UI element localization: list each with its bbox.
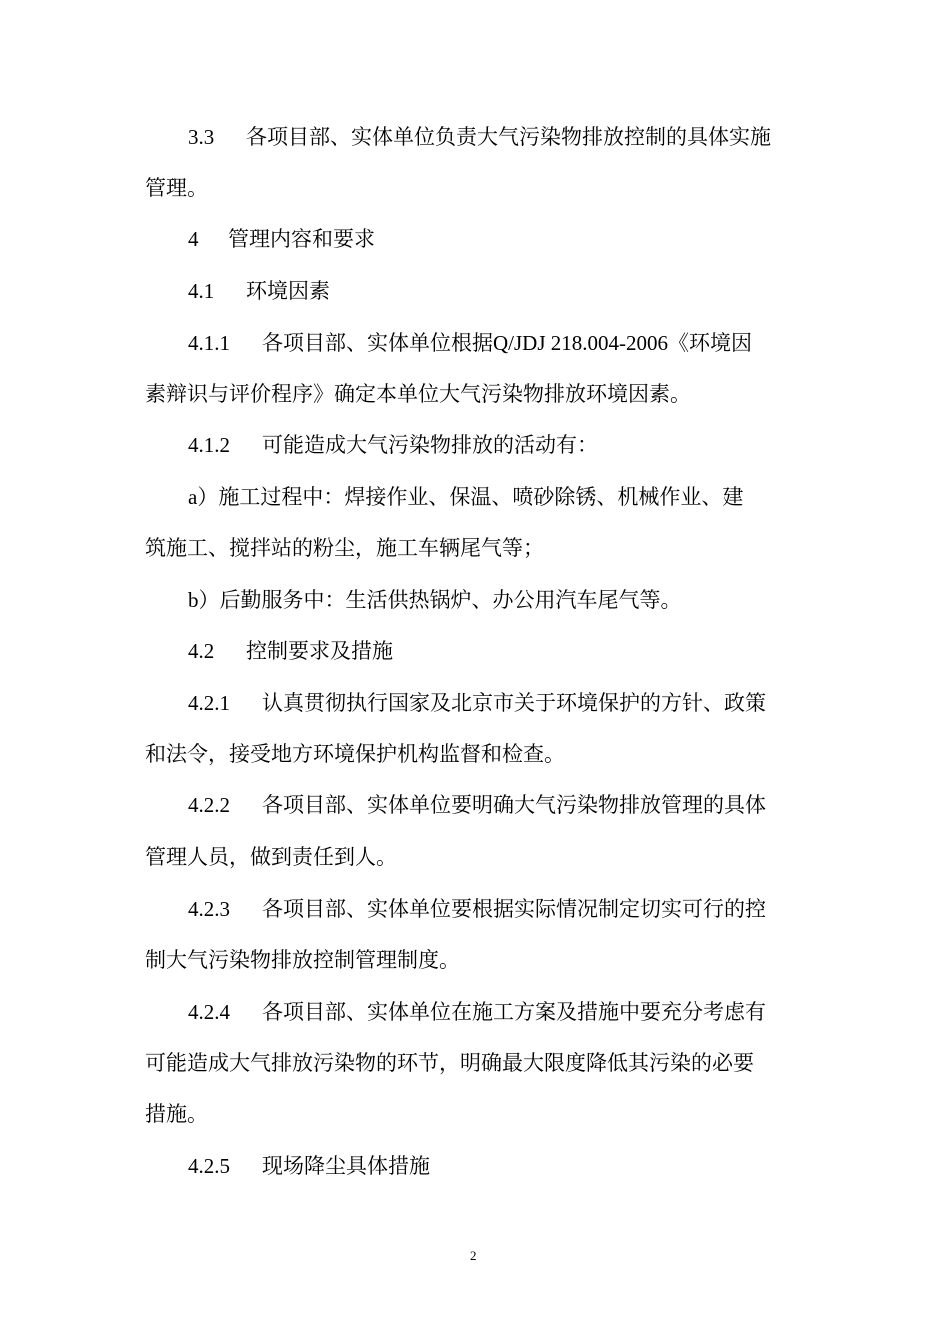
section-number: 4.1	[188, 279, 215, 303]
paragraph-3-3-line-1	[188, 122, 771, 152]
section-4-heading	[188, 224, 375, 254]
section-number: 4.2.4	[188, 1000, 230, 1024]
section-number: 4.1.2	[188, 433, 230, 457]
paragraph-4-2-3-line-1	[188, 894, 766, 924]
list-item-a-line-2: 筑施工、搅拌站的粉尘，施工车辆尾气等；	[145, 536, 544, 560]
paragraph-4-2-4-line-2: 可能造成大气排放污染物的环节，明确最大限度降低其污染的必要	[145, 1051, 754, 1075]
list-marker: b）	[188, 588, 220, 612]
paragraph-4-2-2-line-1	[188, 790, 766, 820]
paragraph-text: 各项目部、实体单位要明确大气污染物排放管理的具体	[262, 793, 766, 817]
section-title: 环境因素	[246, 279, 330, 303]
section-number: 4	[188, 227, 199, 251]
paragraph-text: 各项目部、实体单位要根据实际情况制定切实可行的控	[262, 897, 766, 921]
page-number: 2	[470, 1248, 477, 1263]
paragraph-4-1-2	[188, 430, 598, 460]
paragraph-4-1-1-line-2: 素辩识与评价程序》确定本单位大气污染物排放环境因素。	[145, 382, 691, 406]
list-marker: a）	[188, 485, 219, 509]
paragraph-4-1-1-line-1	[188, 328, 752, 358]
list-item-a-line-1	[188, 482, 743, 512]
section-number: 4.2.5	[188, 1154, 230, 1178]
paragraph-4-2-5	[188, 1151, 430, 1181]
section-number: 4.2	[188, 639, 215, 663]
paragraph-text: 各项目部、实体单位负责大气污染物排放控制的具体实施	[246, 125, 771, 149]
paragraph-4-2-1-line-1	[188, 688, 766, 718]
standard-code: Q/JDJ 218.004-2006	[493, 331, 669, 355]
paragraph-text: 各项目部、实体单位根据	[262, 331, 493, 355]
section-number: 4.2.1	[188, 691, 230, 715]
paragraph-4-2-4-line-3: 措施。	[145, 1102, 208, 1126]
section-number: 4.2.2	[188, 793, 230, 817]
section-number: 3.3	[188, 125, 215, 149]
paragraph-text: 各项目部、实体单位在施工方案及措施中要充分考虑有	[262, 1000, 766, 1024]
section-number: 4.2.3	[188, 897, 230, 921]
section-title: 控制要求及措施	[246, 639, 393, 663]
section-4-1-heading	[188, 276, 330, 306]
list-item-b	[188, 585, 682, 615]
section-number: 4.1.1	[188, 331, 230, 355]
section-4-2-heading	[188, 636, 393, 666]
paragraph-4-2-2-line-2: 管理人员，做到责任到人。	[145, 845, 397, 869]
paragraph-4-2-4-line-1	[188, 997, 766, 1027]
paragraph-4-2-1-line-2: 和法令，接受地方环境保护机构监督和检查。	[145, 742, 565, 766]
paragraph-text: 可能造成大气污染物排放的活动有：	[262, 433, 598, 457]
section-title: 管理内容和要求	[228, 227, 375, 251]
paragraph-text: 认真贯彻执行国家及北京市关于环境保护的方针、政策	[262, 691, 766, 715]
paragraph-text: 现场降尘具体措施	[262, 1154, 430, 1178]
paragraph-3-3-line-2: 管理。	[145, 176, 208, 200]
list-item-text: 施工过程中：焊接作业、保温、喷砂除锈、机械作业、建	[218, 485, 744, 509]
list-item-text: 后勤服务中：生活供热锅炉、办公用汽车尾气等。	[219, 588, 682, 612]
paragraph-4-2-3-line-2: 制大气污染物排放控制管理制度。	[145, 948, 460, 972]
paragraph-text: 《环境因	[668, 331, 753, 355]
